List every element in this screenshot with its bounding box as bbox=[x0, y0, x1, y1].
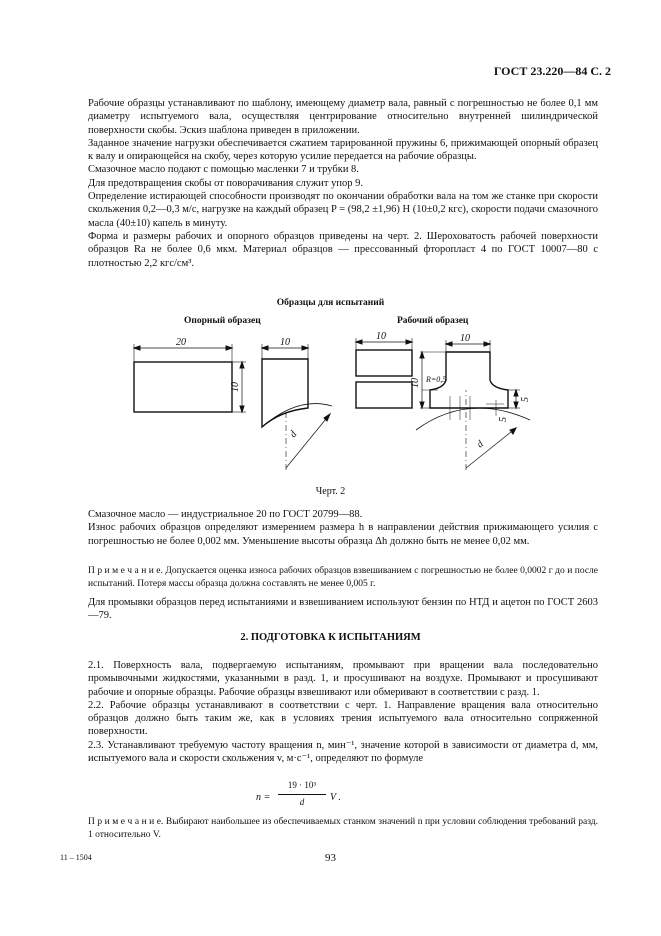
paragraph: Для предотвращения скобы от поворачивания служит упор 9. bbox=[88, 177, 363, 189]
section-text bbox=[88, 659, 598, 765]
figure-caption: Черт. 2 bbox=[315, 486, 346, 497]
fraction-bar bbox=[278, 794, 326, 795]
formula-rhs: V . bbox=[330, 792, 341, 803]
mid-text bbox=[88, 508, 598, 548]
paragraph: Смазочное масло подают с помощью масленки 7 и трубки 8. bbox=[88, 164, 359, 176]
paragraph: Заданное значение нагрузки обеспечивается сжатием тарированной пружины 6, прижимающей опорный образец к валу и опирающейся на скобу, через которую усилие передается на рабочие образцы. bbox=[88, 137, 598, 163]
intro-text bbox=[88, 97, 598, 270]
paragraph: 2.2. Рабочие образцы устанавливают в соответствии с черт. 1. Направление вращения вала относительно образцов должно быть таким же, как в условиях трения испытуемого вала относительно сопряженной поверхности. bbox=[88, 699, 598, 738]
dim-10: 10 bbox=[376, 331, 386, 342]
note-label: П р и м е ч а н и е. bbox=[88, 817, 164, 827]
paragraph: 2.1. Поверхность вала, подвергаемую испытаниям, промывают при вращении вала последовательно промывочными жидкостями, указанными в разд. 1, и просушивают на воздухе. Промывают и просушивают рабочие и опорные образцы. Рабочие образцы взвешивают или обмеривают в соответствии с разд. 1. bbox=[88, 660, 598, 698]
note-label: П р и м е ч а н и е. bbox=[88, 566, 163, 576]
dim-d: d bbox=[474, 438, 486, 451]
specimen-drawing bbox=[120, 330, 550, 480]
paragraph: Рабочие образцы устанавливают по шаблону, имеющему диаметр вала, равный с погрешностью не более 0,1 мм диаметру испытуемого вала, осуществляя центрирование относительно внутренней шилиндрической поверхности скобы. Эскиз шаблона приведен в приложении. bbox=[88, 98, 598, 136]
dim-radius: R=0,5 bbox=[426, 375, 447, 384]
section-title: 2. ПОДГОТОВКА К ИСПЫТАНИЯМ bbox=[240, 632, 421, 643]
page-number: 93 bbox=[325, 852, 336, 864]
dim-10: 10 bbox=[460, 333, 470, 344]
dim-5: 5 bbox=[520, 397, 531, 402]
note-1 bbox=[88, 565, 598, 591]
paragraph: Для промывки образцов перед испытаниями и взвешиванием используют бензин по НТД и ацетон по ГОСТ 2603—79. bbox=[88, 597, 598, 622]
paragraph: Определение истирающей способности производят по окончании обработки вала на том же станке при скорости скольжения 0,2—0,3 м/с, нагрузке на каждый образец P = (98,2 ±1,96) Н (10±0,2 кгс), скорости подачи смазочного масла (40±10) капель в минуту. bbox=[88, 191, 598, 229]
dim-10: 10 bbox=[410, 378, 421, 388]
wash-paragraph bbox=[88, 596, 598, 623]
paragraph: Смазочное масло — индустриальное 20 по ГОСТ 20799—88. bbox=[88, 509, 363, 520]
page-header: ГОСТ 23.220—84 С. 2 bbox=[493, 64, 611, 78]
figure-title: Образцы для испытаний bbox=[276, 298, 385, 308]
left-specimen-label: Опорный образец bbox=[184, 316, 261, 326]
note-text: Выбирают наибольшее из обеспечиваемых станком значений n при условии соблюдения требований разд. 1 относительно V. bbox=[88, 817, 599, 840]
dim-10: 10 bbox=[230, 382, 241, 392]
paragraph: Износ рабочих образцов определяют измерением размера h в направлении действия прижимающего усилия с погрешностью не более 0,002 мм. Уменьшение высоты образца Δh должно быть не менее 0,02 мм. bbox=[88, 522, 598, 547]
paragraph: Форма и размеры рабочих и опорного образцов приведены на черт. 2. Шероховатость рабочей поверхности образцов Ra не более 0,6 мкм. Материал образцов — прессованный фторопласт 4 по ГОСТ 10007—80 с плотностью 2,2 кгс/см³. bbox=[88, 230, 598, 269]
dim-d: d bbox=[287, 429, 300, 440]
right-specimen-label: Рабочий образец bbox=[397, 316, 469, 326]
dim-5: 5 bbox=[498, 417, 509, 422]
formula-numerator: 19 · 10³ bbox=[287, 780, 317, 790]
formula bbox=[256, 778, 396, 816]
note-2 bbox=[88, 816, 598, 842]
dim-10: 10 bbox=[280, 337, 290, 348]
footer-code: 11 – 1504 bbox=[60, 853, 92, 862]
formula-denominator: d bbox=[299, 797, 305, 807]
formula-lhs: n = bbox=[256, 792, 271, 803]
dim-20: 20 bbox=[176, 337, 186, 348]
note-text: Допускается оценка износа рабочих образцов взвешиванием с погрешностью не более 0,0002 г до и после испытаний. Потеря массы образца должна составлять не менее 0,005 г. bbox=[88, 566, 598, 589]
paragraph: 2.3. Устанавливают требуемую частоту вращения n, мин⁻¹, значение которой в зависимости от диаметра d, мм, испытуемого вала и скорости скольжения v, м·с⁻¹, определяют по формуле bbox=[88, 739, 598, 765]
